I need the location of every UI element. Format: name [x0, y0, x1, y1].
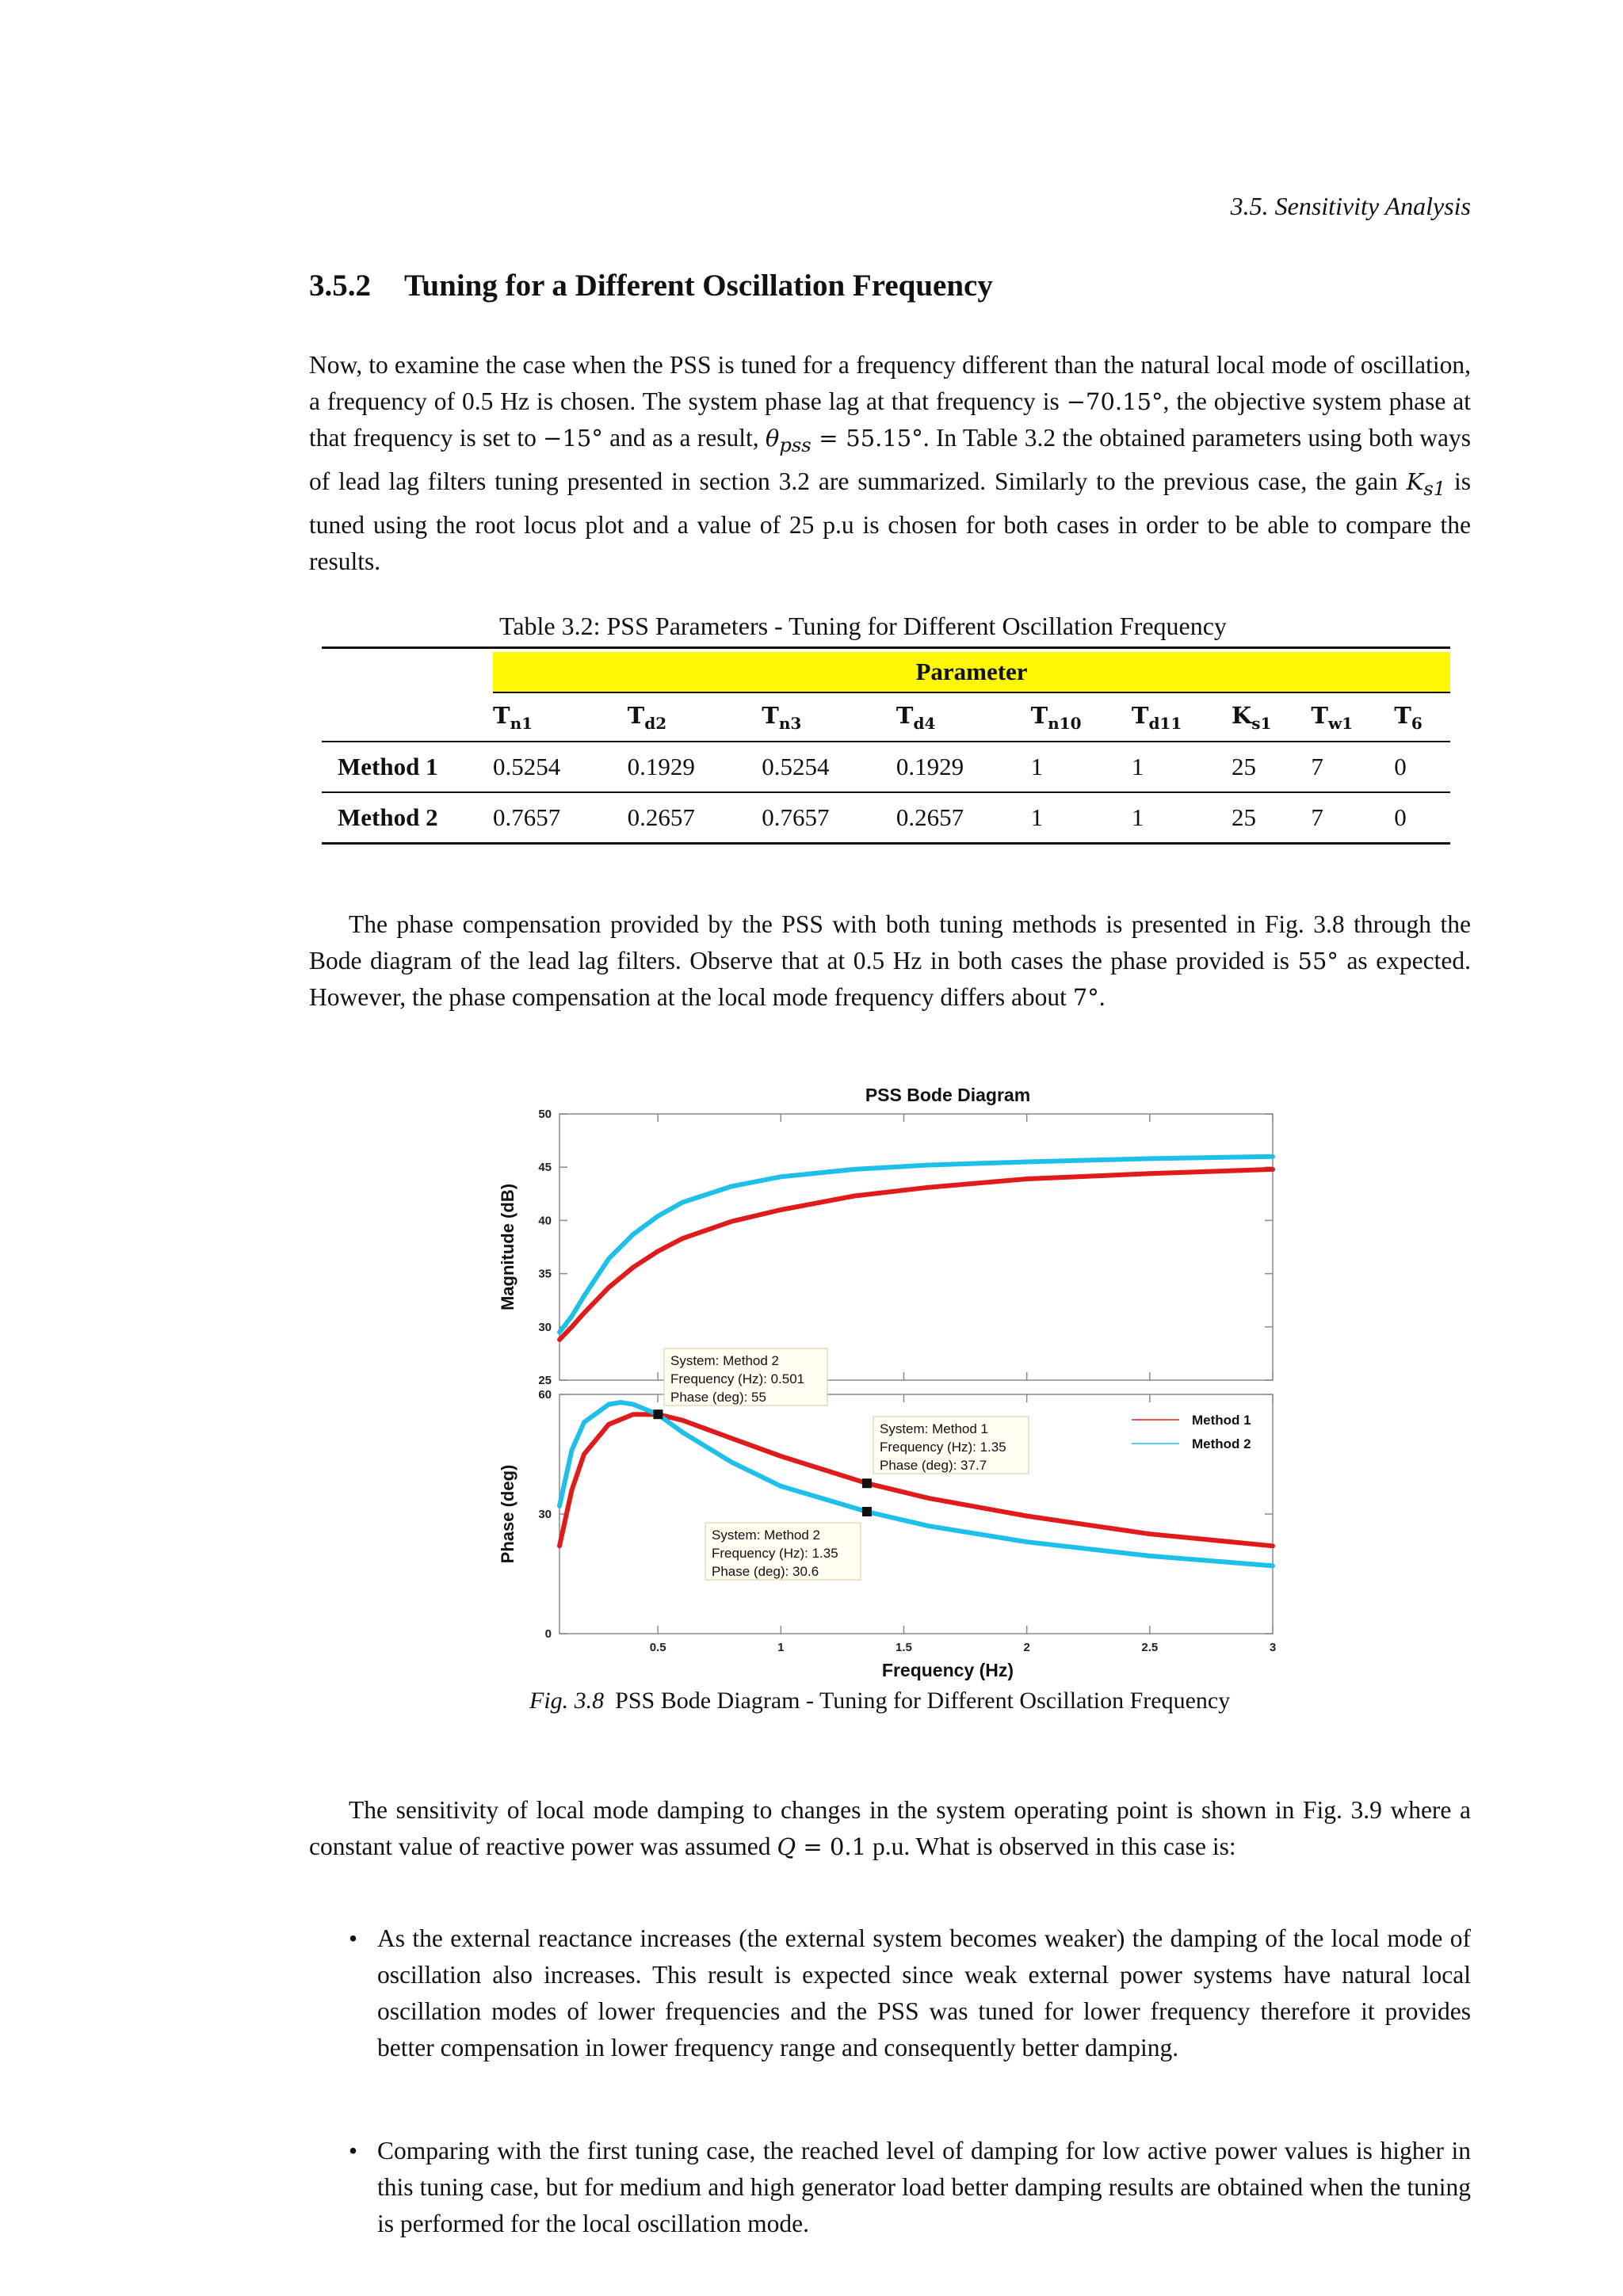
- list-item: • Comparing with the first tuning case, the reached level of damping for low active power values is higher in this tuning case, but for medium and high generator load better damping results are obtained when the tuning is performed for the local oscillation mode.: [349, 2133, 1471, 2242]
- math-7deg: 7°: [1072, 984, 1099, 1011]
- y-tick-label: 45: [538, 1161, 552, 1175]
- text: and as a result,: [602, 424, 766, 452]
- x-axis-label: Frequency (Hz): [881, 1660, 1014, 1680]
- figure-label: Fig. 3.8: [529, 1688, 605, 1714]
- table-cell: 0.5254: [762, 742, 896, 792]
- bullet-icon: •: [349, 1924, 358, 1952]
- datatip-marker: [653, 1409, 663, 1419]
- table-cell: 25: [1232, 742, 1311, 792]
- table-cell: 0.2657: [896, 792, 1031, 844]
- paragraph-intro: [309, 347, 1471, 580]
- column-header: $T_{n10}$: [1031, 692, 1132, 742]
- datatip-marker: [862, 1478, 872, 1488]
- datatip-text: Phase (deg): 55: [670, 1390, 766, 1405]
- table-row: [322, 742, 1450, 792]
- table-cell: 0.1929: [896, 742, 1031, 792]
- column-header: $T_{d2}$: [628, 692, 762, 742]
- phase-axis-label: Phase (deg): [498, 1464, 517, 1564]
- y-tick-label: 40: [538, 1214, 552, 1228]
- observation-list: [349, 1920, 1471, 2066]
- x-tick-label: 0.5: [649, 1641, 666, 1654]
- bode-diagram-chart: [0, 1054, 1623, 1688]
- observation-list-2: [349, 2133, 1471, 2242]
- list-item: • As the external reactance increases (the external system becomes weaker) the damping of the local mode of oscillation also increases. This result is expected since weak external power systems have natural local oscillation modes of lower frequencies and the PSS was tuned for lower frequency therefore it provides better compensation in lower frequency range and consequently better damping.: [349, 1920, 1471, 2066]
- datatip-text: Phase (deg): 30.6: [712, 1564, 819, 1579]
- text: . In Table 3.2 the obtained parameters using both ways of lead lag filters tuning presented in section 3.2 are summarized. Similarly to the previous case, the gain: [309, 424, 1471, 495]
- table-cell: 25: [1232, 792, 1311, 844]
- table-corner: [322, 652, 493, 692]
- figure-bode: [0, 1054, 1623, 1727]
- math-theta-pss: $\theta_{pss} = 55.15^\circ$: [765, 425, 923, 456]
- datatip-text: System: Method 1: [880, 1421, 989, 1436]
- section-title: [309, 268, 993, 303]
- table-column-header-row: [322, 692, 1450, 742]
- running-head: 3.5. Sensitivity Analysis: [1230, 192, 1471, 220]
- chart-title: PSS Bode Diagram: [865, 1085, 1031, 1105]
- text: p.u. What is observed in this case is:: [866, 1833, 1236, 1860]
- x-tick-label: 1: [777, 1641, 785, 1654]
- table-row: [322, 792, 1450, 844]
- section-title-text: Tuning for a Different Oscillation Frequency: [404, 269, 993, 303]
- text: .: [1098, 983, 1106, 1011]
- table-group-header: Parameter: [493, 652, 1450, 692]
- math-objective-phase: −15°: [543, 425, 603, 452]
- datatip-text: Frequency (Hz): 1.35: [712, 1546, 838, 1561]
- datatip-text: System: Method 2: [670, 1353, 780, 1368]
- table-cell: 0: [1394, 742, 1450, 792]
- math-phase-lag: −70.15°: [1066, 388, 1163, 415]
- table-cell: 7: [1311, 742, 1394, 792]
- math-ks1: $K_{s1}$: [1406, 467, 1446, 500]
- datatip-text: System: Method 2: [712, 1527, 821, 1543]
- legend-entry: Method 1: [1192, 1413, 1251, 1428]
- y-tick-label: 30: [538, 1508, 552, 1521]
- table-cell: 7: [1311, 792, 1394, 844]
- table-cell: 0.1929: [628, 742, 762, 792]
- row-label: Method 1: [322, 742, 493, 792]
- paragraph-sensitivity: [309, 1792, 1471, 1865]
- column-header: $T_{n3}$: [762, 692, 896, 742]
- x-tick-label: 2: [1023, 1641, 1030, 1654]
- text: The sensitivity of local mode damping to changes in the system operating point is shown in Fig. 3.9 where a constant value of reactive power was assumed: [309, 1796, 1471, 1860]
- figure-caption: [529, 1688, 1230, 1714]
- table-cell: 1: [1031, 792, 1132, 844]
- figure-caption-text: PSS Bode Diagram - Tuning for Different Oscillation Frequency: [615, 1688, 1231, 1714]
- column-header: $T_{d11}$: [1132, 692, 1232, 742]
- table-cell: 0.7657: [762, 792, 896, 844]
- y-tick-label: 0: [544, 1627, 552, 1641]
- text: is tuned using the root locus plot and a value of 25 p.u is chosen for both cases in order to be able to compare the results.: [309, 467, 1471, 575]
- y-tick-label: 50: [538, 1108, 552, 1121]
- column-header: $K_{s1}$: [1232, 692, 1311, 742]
- pss-parameter-table: [322, 646, 1450, 845]
- y-tick-label: 30: [538, 1320, 552, 1334]
- legend-entry: Method 2: [1192, 1436, 1251, 1451]
- column-header: $T_{d4}$: [896, 692, 1031, 742]
- y-tick-label: 60: [538, 1388, 552, 1402]
- table-caption: Table 3.2: PSS Parameters - Tuning for Different Oscillation Frequency: [499, 612, 1227, 640]
- y-tick-label: 25: [538, 1374, 552, 1387]
- table-cell: 1: [1031, 742, 1132, 792]
- column-header: $T_6$: [1394, 692, 1450, 742]
- x-tick-label: 3: [1269, 1641, 1277, 1654]
- table-cell: 1: [1132, 792, 1232, 844]
- y-tick-label: 35: [538, 1267, 552, 1281]
- text: , the objective system phase at that frequency is set to: [309, 387, 1471, 452]
- math-55deg: 55°: [1297, 948, 1338, 974]
- table-cell: 0.5254: [493, 742, 628, 792]
- column-header: $T_{w1}$: [1311, 692, 1394, 742]
- datatip-text: Frequency (Hz): 0.501: [670, 1371, 805, 1386]
- datatip-text: Phase (deg): 37.7: [880, 1458, 987, 1473]
- row-label: Method 2: [322, 792, 493, 844]
- x-tick-label: 1.5: [896, 1641, 912, 1654]
- table-cell: 1: [1132, 742, 1232, 792]
- paragraph-phase-compensation: [309, 906, 1471, 1016]
- text: Now, to examine the case when the PSS is tuned for a frequency different than the natural local mode of oscillation, a frequency of 0.5 Hz is chosen. The system phase lag at that frequency is: [309, 351, 1471, 415]
- magnitude-panel: [498, 1108, 1273, 1387]
- table-cell: 0.7657: [493, 792, 628, 844]
- table-cell: 0: [1394, 792, 1450, 844]
- table-cell: 0.2657: [628, 792, 762, 844]
- text: The phase compensation provided by the PSS with both tuning methods is presented in Fig. 3.8 through the Bode diagram of the lead lag filters. Observe that at 0.5 Hz in both cases the phase provided is: [309, 910, 1471, 974]
- x-tick-label: 2.5: [1141, 1641, 1159, 1654]
- datatip-text: Frequency (Hz): 1.35: [880, 1440, 1006, 1455]
- bullet-icon: •: [349, 2137, 358, 2164]
- text: as expected. However, the phase compensation at the local mode frequency differs about: [309, 947, 1471, 1011]
- column-header: $T_{n1}$: [493, 692, 628, 742]
- magnitude-axis-label: Magnitude (dB): [498, 1183, 517, 1311]
- datatip-marker: [862, 1507, 872, 1516]
- math-q-value: Q = 0.1: [777, 1833, 867, 1860]
- section-number: 3.5.2: [309, 269, 371, 303]
